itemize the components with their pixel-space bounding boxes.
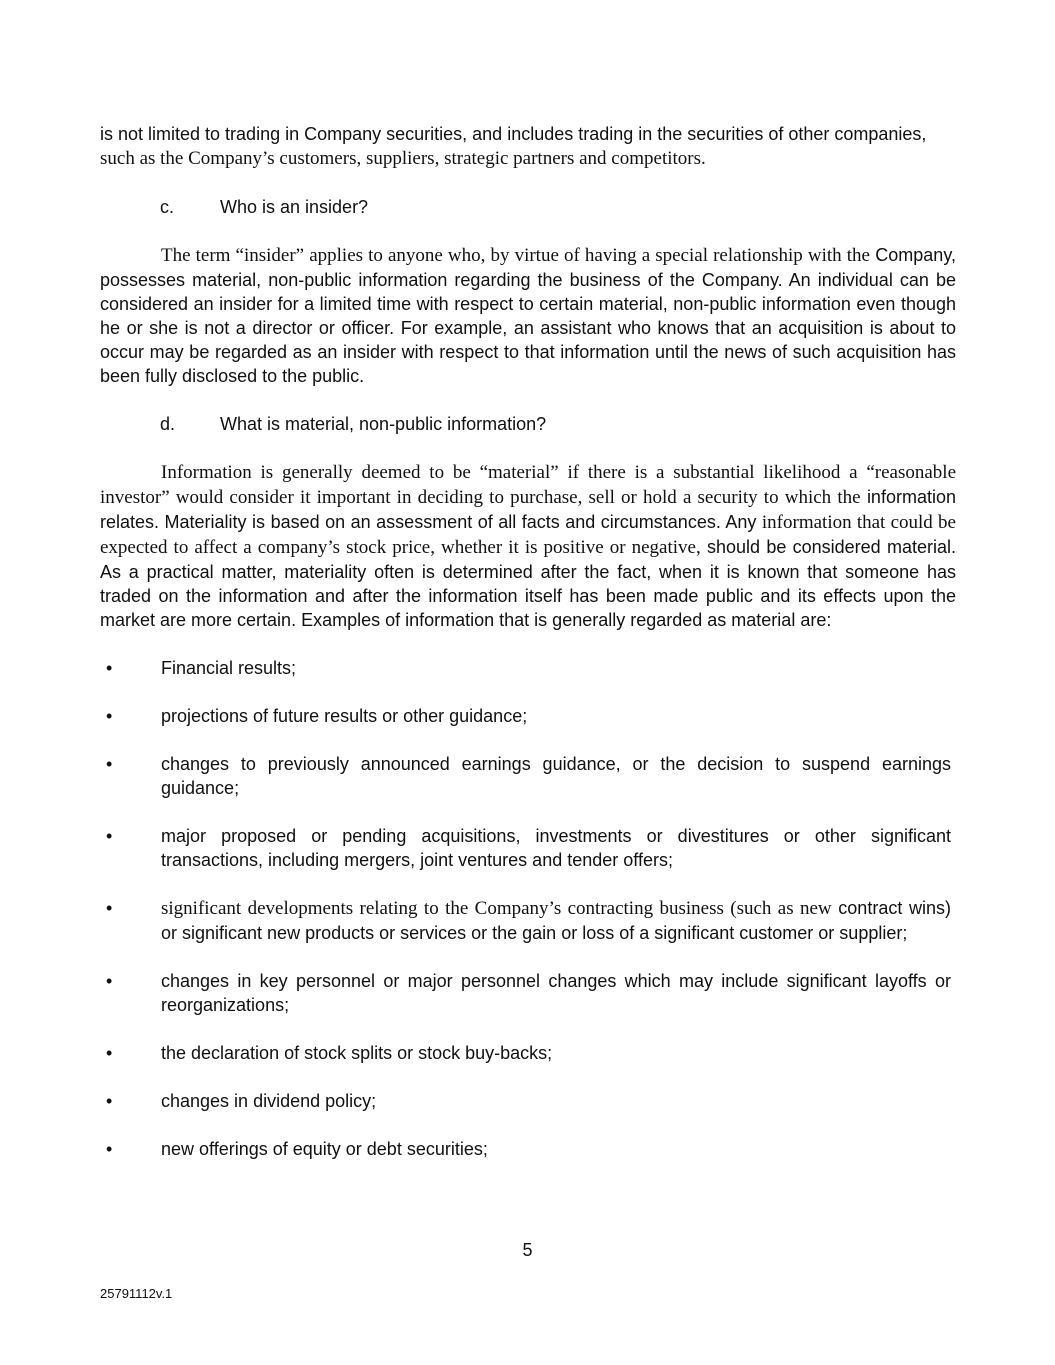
bullet-icon: • [106,1091,113,1111]
list-item-text: new offerings of equity or debt securities; [161,1139,488,1159]
section-c-body: Company, possesses material, non-public information regarding the business of the Company. An individual can be considered an insider for a limited time with respect to certain material, non-public information even though he or she is not a director or officer. For example, an assistant who knows that an acquisition is about to occur may be regarded as an insider with respect to that information until the news of such acquisition has been fully disclosed to the public. [100,245,956,386]
section-d-part-4: should be considered material. As a practical matter, materiality often is determined after the fact, when it is known that someone has traded on the information and after the information itself has been made public and its effects upon the market are more certain. Examples of information that is generally regarded as material are: [100,537,956,630]
list-item-sans-part: contract [838,898,903,918]
section-c-letter: c. [160,197,175,217]
section-d-part-3: information that could be expected to affect a company’s stock price, whether it is positive or negative, [100,512,956,558]
list-item-text [161,896,951,945]
section-d-letter: d. [160,414,176,434]
bullet-icon: • [106,706,113,726]
list-item [100,752,956,800]
intro-line-1: is not limited to trading in Company securities, and includes trading in the securities of other companies, [100,124,927,144]
page-content [100,122,956,1185]
list-item-continuation: wins) or significant new products or services or the gain or loss of a significant customer or supplier; [161,898,951,943]
section-c-paragraph [100,243,956,388]
bullet-icon: • [106,898,113,918]
list-item [100,1041,956,1065]
section-d-part-2: information relates. Materiality is based on an assessment of all facts and circumstances. Any [100,487,956,532]
section-c-title: Who is an insider? [220,197,369,217]
material-information-list [100,656,956,1161]
list-item-serif-part: significant developments relating to the Company’s contracting business (such as new [161,898,832,919]
list-item [100,656,956,680]
intro-line-2: such as the Company’s customers, suppliers, strategic partners and competitors. [100,148,706,169]
bullet-icon: • [106,658,113,678]
section-d-title: What is material, non-public information? [220,414,547,434]
list-item-text: Financial results; [161,658,297,678]
list-item [100,1137,956,1161]
section-d-part-1: Information is generally deemed to be “material” if there is a substantial likelihood a “reasonable investor” would consider it important in deciding to purchase, sell or hold a security to which the [100,462,956,508]
list-item-text: the declaration of stock splits or stock buy-backs; [161,1043,553,1063]
bullet-icon: • [106,1139,113,1159]
list-item [100,1089,956,1113]
intro-paragraph [100,122,956,171]
bullet-icon: • [106,1043,113,1063]
list-item-text: changes in key personnel or major personnel changes which may include significant layoffs or reorganizations; [161,971,951,1015]
document-id: 25791112v.1 [100,1286,173,1301]
section-d-heading [100,412,956,436]
list-item [100,704,956,728]
list-item-text: changes to previously announced earnings guidance, or the decision to suspend earnings guidance; [161,754,951,798]
bullet-icon: • [106,826,113,846]
section-c-first-line: The term “insider” applies to anyone who, by virtue of having a special relationship with the [161,245,870,266]
list-item [100,969,956,1017]
page-number: 5 [522,1240,533,1260]
bullet-icon: • [106,754,113,774]
bullet-icon: • [106,971,113,991]
list-item-text: major proposed or pending acquisitions, investments or divestitures or other significant transactions, including mergers, joint ventures and tender offers; [161,826,951,870]
list-item [100,896,956,945]
list-item-text: projections of future results or other guidance; [161,706,528,726]
section-c-heading [100,195,956,219]
section-d-paragraph [100,460,956,632]
list-item-text: changes in dividend policy; [161,1091,377,1111]
list-item [100,824,956,872]
